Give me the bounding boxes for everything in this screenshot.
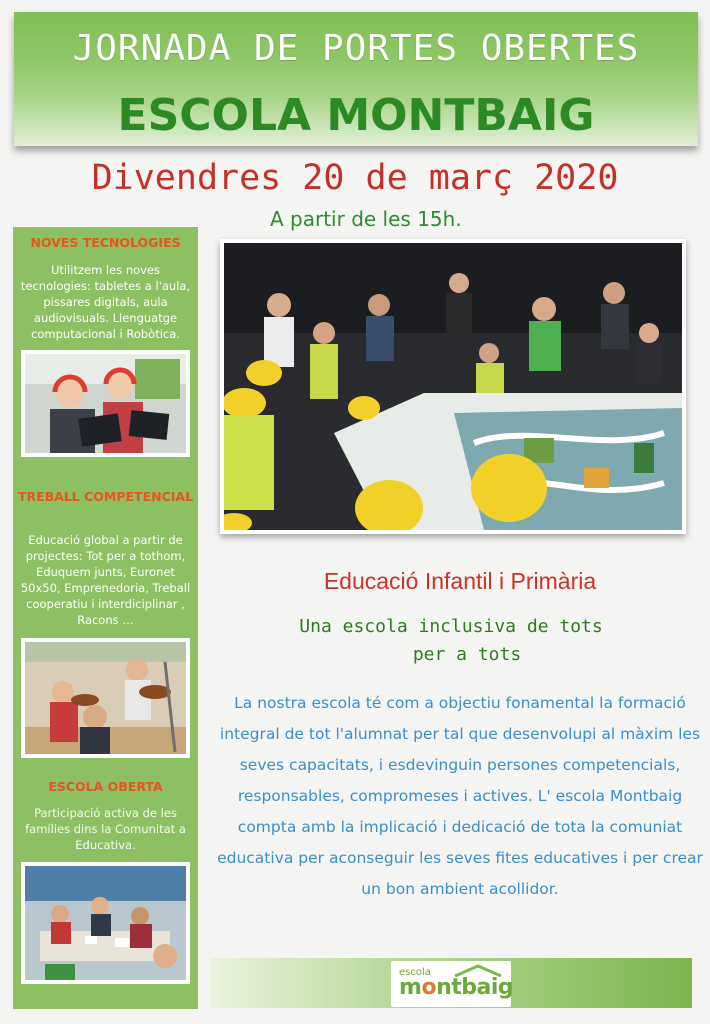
logo-part-o: o: [421, 975, 437, 1000]
photo-families-classroom: [21, 862, 190, 984]
tagline-line-1: Una escola inclusiva de tots: [299, 616, 603, 637]
header-banner: [14, 12, 698, 146]
tagline-line-2: per a tots: [412, 644, 522, 665]
sidebar-title-competencial: TREBALL COMPETENCIAL: [17, 489, 194, 504]
robotics-event-photo: [220, 239, 686, 534]
banner-title: ESCOLA MONTBAIG: [117, 90, 595, 141]
logo-wordmark: [399, 975, 513, 1000]
school-logo: [391, 961, 514, 1007]
photo-children-tablets: [21, 350, 190, 457]
school-description: La nostra escola té com a objectiu fonamental la formació integral de tot l'alumnat per tal que desenvolupi al màxim les seves capacitats, i esdevinguin persones competencials, responsables, compromeses i actives. L' escola Montbaig compta amb la implicació i dedicació de tota la comuniat educativa per aconseguir les seves fites educatives i per crear un bon ambient acollidor.: [217, 694, 703, 898]
logo-part-rest: ntbaig: [436, 975, 514, 1000]
logo-small-text: escola: [399, 967, 431, 978]
banner-subtitle: JORNADA DE PORTES OBERTES: [72, 28, 640, 69]
photo-violin-class: [21, 638, 190, 758]
logo-part-m: m: [399, 975, 422, 1000]
sidebar: [13, 227, 198, 1009]
sidebar-text-technology: Utilitzem les noves tecnologies: tabletes a l'aula, pissares digitals, aula audiovisuals. Llenguatge computacional i Robòtica.: [20, 263, 191, 341]
sidebar-text-open-school: Participació activa de les famílies dins la Comunitat a Educativa.: [25, 806, 186, 852]
section-title: Educació Infantil i Primària: [323, 568, 597, 594]
event-time: A partir de les 15h.: [270, 207, 462, 231]
sidebar-title-technology: NOVES TECNOLOGIES: [30, 235, 181, 250]
event-date: Divendres 20 de març 2020: [91, 158, 619, 198]
sidebar-title-open-school: ESCOLA OBERTA: [48, 779, 163, 794]
sidebar-text-competencial: Educació global a partir de projectes: Tot per a tothom, Eduquem junts, Euronet 50x50, Emprenedoria, Treball cooperatiu i interdiciplinar , Racons …: [20, 533, 191, 627]
